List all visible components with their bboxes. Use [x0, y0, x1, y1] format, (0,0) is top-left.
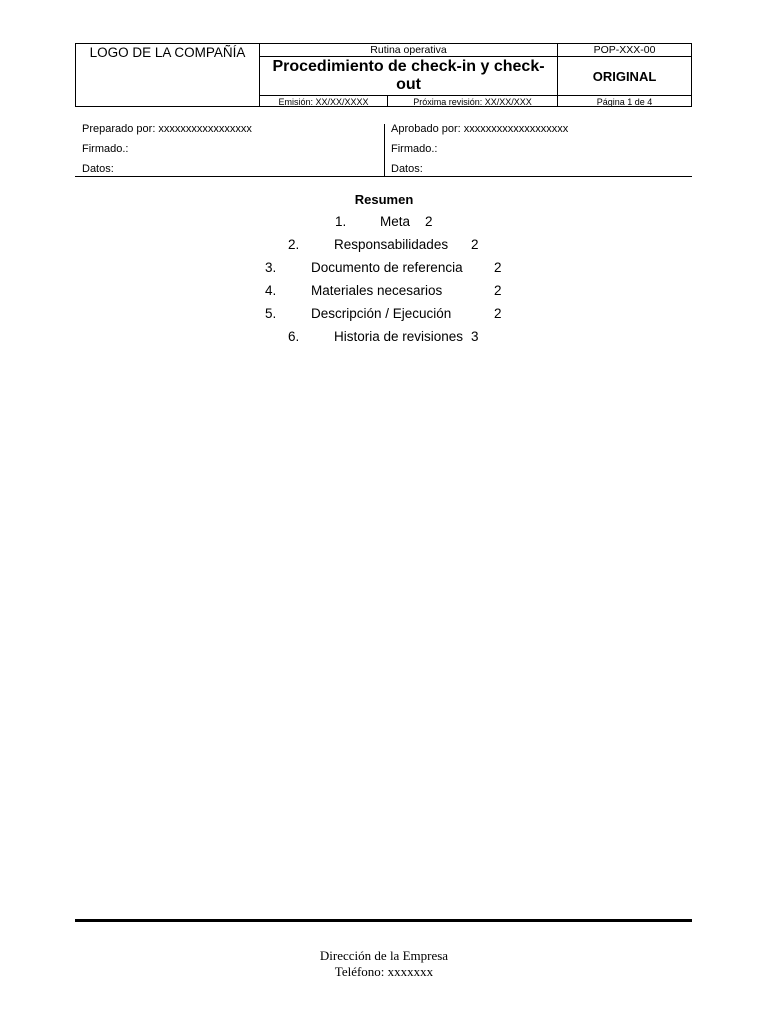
toc-number: 6. [288, 329, 300, 344]
toc-number: 2. [288, 237, 300, 252]
approved-signed: Firmado.: [391, 143, 438, 155]
signature-bottom-rule [75, 176, 692, 177]
prepared-signed: Firmado.: [82, 143, 129, 155]
footer-rule [75, 919, 692, 922]
company-address: Dirección de la Empresa [319, 948, 449, 963]
toc-number: 1. [335, 214, 347, 229]
toc-page: 3 [471, 329, 479, 344]
toc-label[interactable]: Meta [380, 214, 411, 229]
toc-page: 2 [471, 237, 479, 252]
document-header [75, 43, 692, 107]
toc-label[interactable]: Materiales necesarios [311, 283, 443, 298]
issue-date: Emisión: XX/XX/XXXX [260, 96, 388, 107]
document-code: POP-XXX-00 [558, 44, 691, 57]
toc-number: 4. [265, 283, 277, 298]
toc-label[interactable]: Historia de revisiones [334, 329, 464, 344]
toc-number: 5. [265, 306, 277, 321]
toc-page: 2 [494, 283, 502, 298]
next-revision-date: Próxima revisión: XX/XX/XXX [388, 96, 558, 107]
approved-data: Datos: [391, 163, 423, 175]
summary-heading: Resumen [354, 192, 414, 207]
document-title: Procedimiento de check-in y check-out [260, 57, 558, 96]
toc-number: 3. [265, 260, 277, 275]
routine-type: Rutina operativa [260, 44, 558, 57]
company-phone: Teléfono: xxxxxxx [334, 964, 434, 979]
document-status: ORIGINAL [558, 57, 691, 96]
toc-label[interactable]: Documento de referencia [311, 260, 463, 275]
toc-page: 2 [494, 306, 502, 321]
toc-page: 2 [425, 214, 433, 229]
signature-divider [384, 124, 385, 177]
page-info: Página 1 de 4 [596, 96, 653, 107]
prepared-data: Datos: [82, 163, 114, 175]
prepared-by: Preparado por: xxxxxxxxxxxxxxxxx [82, 123, 252, 135]
company-logo: LOGO DE LA COMPAÑÍA [76, 44, 260, 106]
approved-by: Aprobado por: xxxxxxxxxxxxxxxxxxx [391, 123, 569, 135]
toc-label[interactable]: Descripción / Ejecución [311, 306, 452, 321]
toc-page: 2 [494, 260, 502, 275]
toc-label[interactable]: Responsabilidades [334, 237, 449, 252]
